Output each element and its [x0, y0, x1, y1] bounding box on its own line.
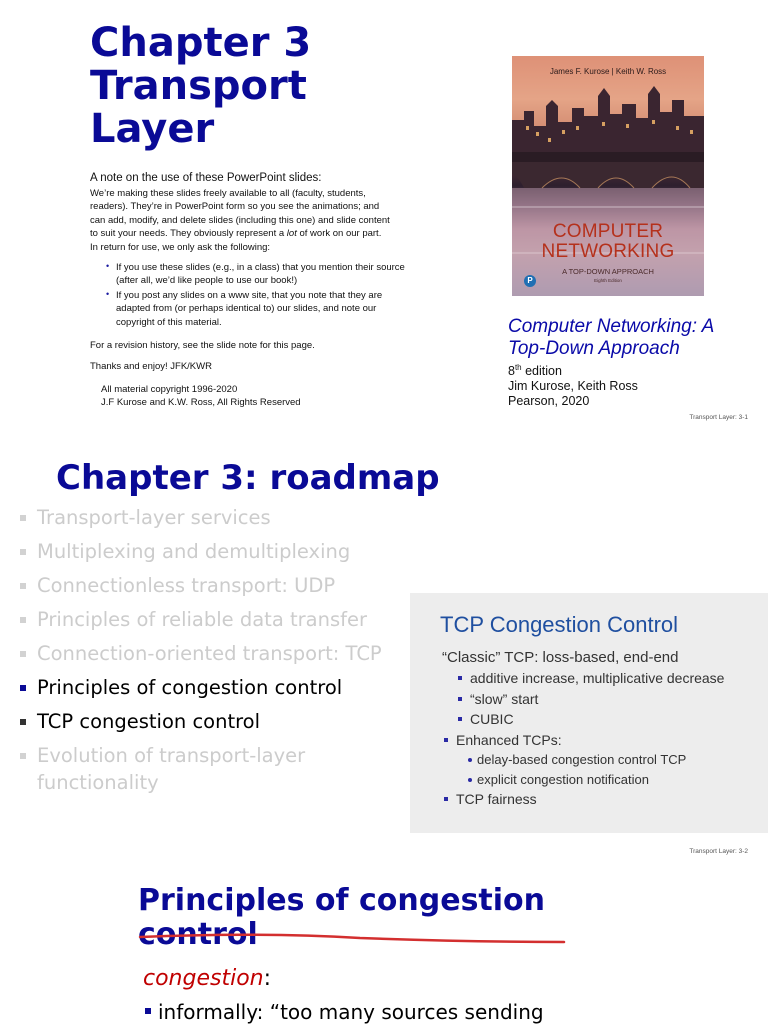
book-title: Computer Networking: A Top-Down Approach — [508, 316, 715, 359]
roadmap-item: TCP congestion control — [20, 708, 420, 736]
bullet-icon: • — [106, 288, 110, 299]
list-item: explicit congestion notification — [444, 771, 764, 789]
list-item: • If you use these slides (e.g., in a class) that you mention their source (after all, we’d like people to use our book!) — [106, 261, 405, 287]
slide-footer: Transport Layer: 3-2 — [689, 848, 748, 855]
usage-note-intro: We’re making these slides freely available to all (faculty, students, readers). They’re in PowerPoint form so you see the animations; and can add, modify, and delete slides (including this one) and slide content to suit your needs. They obviously represent a lot of work on our part. In return for use, we only ask the following: — [90, 188, 390, 253]
bullet-square-icon — [444, 738, 448, 742]
book-info — [508, 316, 758, 409]
slide-1 — [0, 0, 768, 430]
book-authors: Jim Kurose, Keith Ross — [508, 379, 638, 394]
congestion-heading: congestion: — [143, 966, 272, 991]
list-item: CUBIC — [444, 710, 764, 729]
list-item: Enhanced TCPs: — [444, 731, 764, 750]
cover-edition: Eighth Edition — [594, 278, 622, 283]
congestion-bullet: informally: “too many sources sending — [145, 1000, 544, 1024]
usage-note — [90, 172, 425, 419]
bullet-square-icon — [145, 1008, 151, 1014]
slide-3 — [0, 862, 768, 1024]
bullet-square-icon — [20, 685, 26, 691]
book-cover — [512, 56, 704, 296]
list-item: • If you post any slides on a www site, that you note that they are adapted from (or perhaps identical to) our slides, and note our copyright of this material. — [106, 288, 383, 328]
bullet-square-icon — [20, 515, 26, 521]
red-underline-mark — [0, 862, 768, 962]
book-publisher: Pearson, 2020 — [508, 394, 590, 409]
bullet-square-icon — [444, 797, 448, 801]
bullet-square-icon — [20, 583, 26, 589]
roadmap-item: Connection-oriented transport: TCP — [20, 640, 420, 668]
cover-authors: James F. Kurose | Keith W. Ross — [549, 67, 667, 76]
bullet-dot-icon — [468, 778, 472, 782]
bullet-square-icon — [458, 676, 462, 680]
list-item: “slow” start — [444, 690, 764, 709]
bullet-square-icon — [20, 719, 26, 725]
roadmap-list — [20, 504, 420, 803]
roadmap-item: Evolution of transport-layer functionality — [20, 742, 420, 796]
cover-subtitle: A TOP-DOWN APPROACH — [562, 267, 654, 276]
roadmap-item: Multiplexing and demultiplexing — [20, 538, 420, 566]
roadmap-item: Connectionless transport: UDP — [20, 572, 420, 600]
roadmap-item: Principles of reliable data transfer — [20, 606, 420, 634]
bullet-square-icon — [458, 697, 462, 701]
usage-note-bullets — [90, 261, 425, 329]
list-item: additive increase, multiplicative decrease — [444, 669, 764, 688]
tcp-box-title: TCP Congestion Control — [440, 612, 679, 637]
slide2-title: Chapter 3: roadmap — [56, 458, 440, 498]
bullet-square-icon — [20, 753, 26, 759]
slide-footer: Transport Layer: 3-1 — [689, 414, 748, 421]
bullet-dot-icon — [468, 758, 472, 762]
pearson-logo-icon: P — [524, 275, 536, 287]
bullet-square-icon — [20, 549, 26, 555]
bullet-square-icon — [20, 617, 26, 623]
bullet-square-icon — [458, 717, 462, 721]
cover-title: COMPUTER NETWORKING — [541, 221, 675, 262]
bullet-square-icon — [20, 651, 26, 657]
roadmap-item: Transport-layer services — [20, 504, 420, 532]
tcp-box-list — [444, 669, 764, 811]
copyright-note: All material copyright 1996-2020 J.F Kurose and K.W. Ross, All Rights Reserved — [101, 384, 301, 409]
roadmap-item-current: Principles of congestion control — [20, 674, 420, 702]
list-item: delay-based congestion control TCP — [444, 751, 764, 769]
thanks-note: Thanks and enjoy! JFK/KWR — [90, 361, 212, 373]
slide3-title: Principles of congestion control — [138, 883, 546, 952]
list-item: TCP fairness — [444, 790, 764, 809]
bullet-icon: • — [106, 261, 110, 272]
book-edition: 8th edition — [508, 363, 562, 379]
usage-note-heading: A note on the use of these PowerPoint slides: — [90, 172, 322, 184]
tcp-congestion-preview — [410, 593, 768, 833]
tcp-box-main: “Classic” TCP: loss-based, end-end — [442, 649, 679, 666]
slide1-title: Chapter 3 Transport Layer — [90, 20, 312, 152]
revision-note: For a revision history, see the slide note for this page. — [90, 340, 315, 352]
slide-2 — [0, 430, 768, 862]
